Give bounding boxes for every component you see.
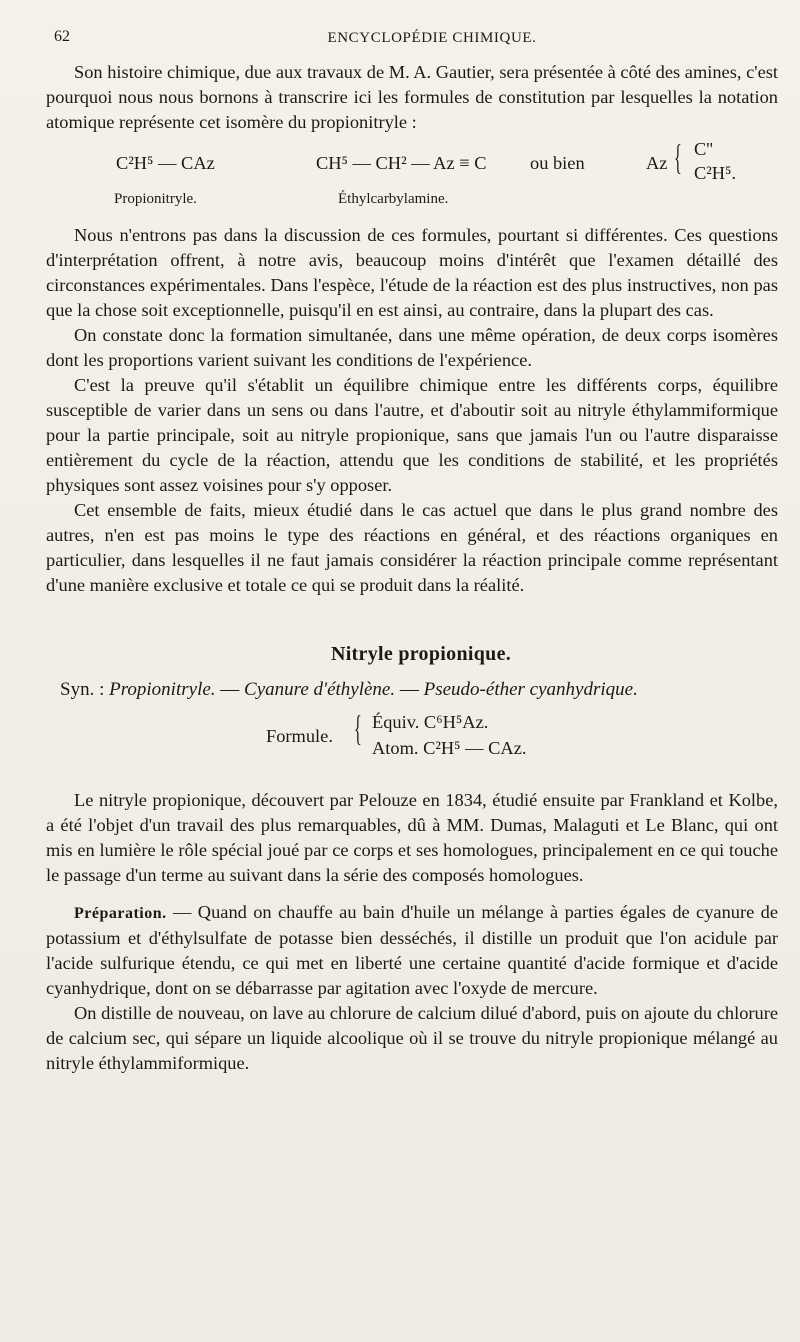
equiv-formula: Équiv. C⁶H⁵Az. [372, 712, 489, 732]
propionitryle-caption: Propionitryle. [114, 191, 197, 207]
propionitryle-formula: C²H⁵ — CAz [116, 153, 215, 173]
formula-block [46, 706, 778, 770]
formule-label: Formule. [266, 726, 333, 746]
ou-bien-text: ou bien [530, 153, 585, 173]
formula-brace-icon: { [354, 708, 362, 748]
dash-2: — [399, 679, 419, 700]
distillation-paragraph: On distille de nouveau, on lave au chlorure de calcium dilué d'abord, puis on ajoute du chlorure de calcium sec, qui sépare un liquide alcoolique où il se trouve du nitryle propionique mélangé au nitryle éthylammiformique. [46, 1003, 778, 1073]
page-number: 62 [54, 28, 70, 45]
page-header [54, 28, 770, 48]
synonym-3: Pseudo-éther cyanhydrique. [423, 679, 638, 700]
az-bottom-substituent: C²H⁵. [694, 163, 737, 183]
paragraph-ensemble: Cet ensemble de faits, mieux étudié dans le cas actuel que dans le plus grand nombre des autres, n'en est pas moins le type des réactions en général, et des réactions organiques en particulier, dans lesquelles il ne faut jamais considérer la réaction principale comme représentant d'une manière exclusive et totale ce qui se produit dans la réalité. [46, 500, 778, 595]
ethylcarbylamine-formula: CH⁵ — CH² — Az ≡ C [316, 153, 487, 173]
paragraph-discussion: Nous n'entrons pas dans la discussion de ces formules, pourtant si différentes. Ces questions d'interprétation offrent, à notre avis, beaucoup moins d'intérêt que l'examen détaillé des circonstances expérimentales. Dans l'espèce, l'étude de la réaction est des plus instructives, non pas que la chose soit exceptionnelle, puisqu'il en est ainsi, au contraire, dans la plupart des cas. [46, 225, 778, 320]
page-body [46, 60, 778, 1076]
paragraph-formation: On constate donc la formation simultanée, dans une même opération, de deux corps isomères dont les proportions varient suivant les conditions de l'expérience. [46, 325, 778, 370]
ethylcarbylamine-caption: Éthylcarbylamine. [338, 191, 449, 207]
history-paragraph: Le nitryle propionique, découvert par Pelouze en 1834, étudié ensuite par Frankland et Kolbe, a été l'objet d'un travail des plus remarquables, dû à MM. Dumas, Malaguti et Le Blanc, qui ont mis en lumière le rôle spécial joué par ce corps et ses homologues, principalement en ce qui touche le passage d'un terme au suivant dans la série des composés homologues. [46, 790, 778, 885]
dash-1: — [220, 679, 240, 700]
atom-formula: Atom. C²H⁵ — CAz. [372, 738, 527, 758]
intro-paragraph: Son histoire chimique, due aux travaux de M. A. Gautier, sera présentée à côté des amines, c'est pourquoi nous nous bornons à transcrire ici les formules de constitution par lesquelles la notation atomique représente cet isomère du propionitryle : [46, 62, 778, 132]
az-label: Az [646, 153, 668, 173]
az-top-substituent: C'' [694, 139, 713, 159]
preparation-heading: Préparation. [74, 905, 167, 922]
left-brace-icon: { [674, 137, 682, 177]
synonym-1: Propionitryle. [109, 679, 216, 700]
syn-label: Syn. : [60, 679, 105, 700]
constitution-formulas [46, 137, 778, 219]
paragraph-equilibrium: C'est la preuve qu'il s'établit un équilibre chimique entre les différents corps, équilibre susceptible de varier dans un sens ou dans l'autre, et d'aboutir soit au nitryle éthylammiformique pour la partie principale, soit au nitryle propionique, sans que jamais l'un ou l'autre disparaisse entièrement du cycle de la réaction, attendu que les conditions de stabilité, et les propriétés physiques sont assez voisines pour s'y opposer. [46, 375, 778, 495]
preparation-text: — Quand on chauffe au bain d'huile un mélange à parties égales de cyanure de potassium et d'éthylsulfate de potasse bien desséchés, il distille un produit que l'on acidule par l'acide sulfurique étendu, ce qui met en liberté une certaine quantité d'acide formique et d'acide cyanhydrique, dont on se débarrasse par agitation avec l'oxyde de mercure. [46, 902, 778, 998]
preparation-paragraph [46, 900, 778, 1001]
section-title: Nitryle propionique. [330, 643, 512, 665]
running-title: ENCYCLOPÉDIE CHIMIQUE. [327, 30, 537, 46]
synonym-2: Cyanure d'éthylène. [244, 679, 396, 700]
synonyms-line [46, 677, 778, 702]
